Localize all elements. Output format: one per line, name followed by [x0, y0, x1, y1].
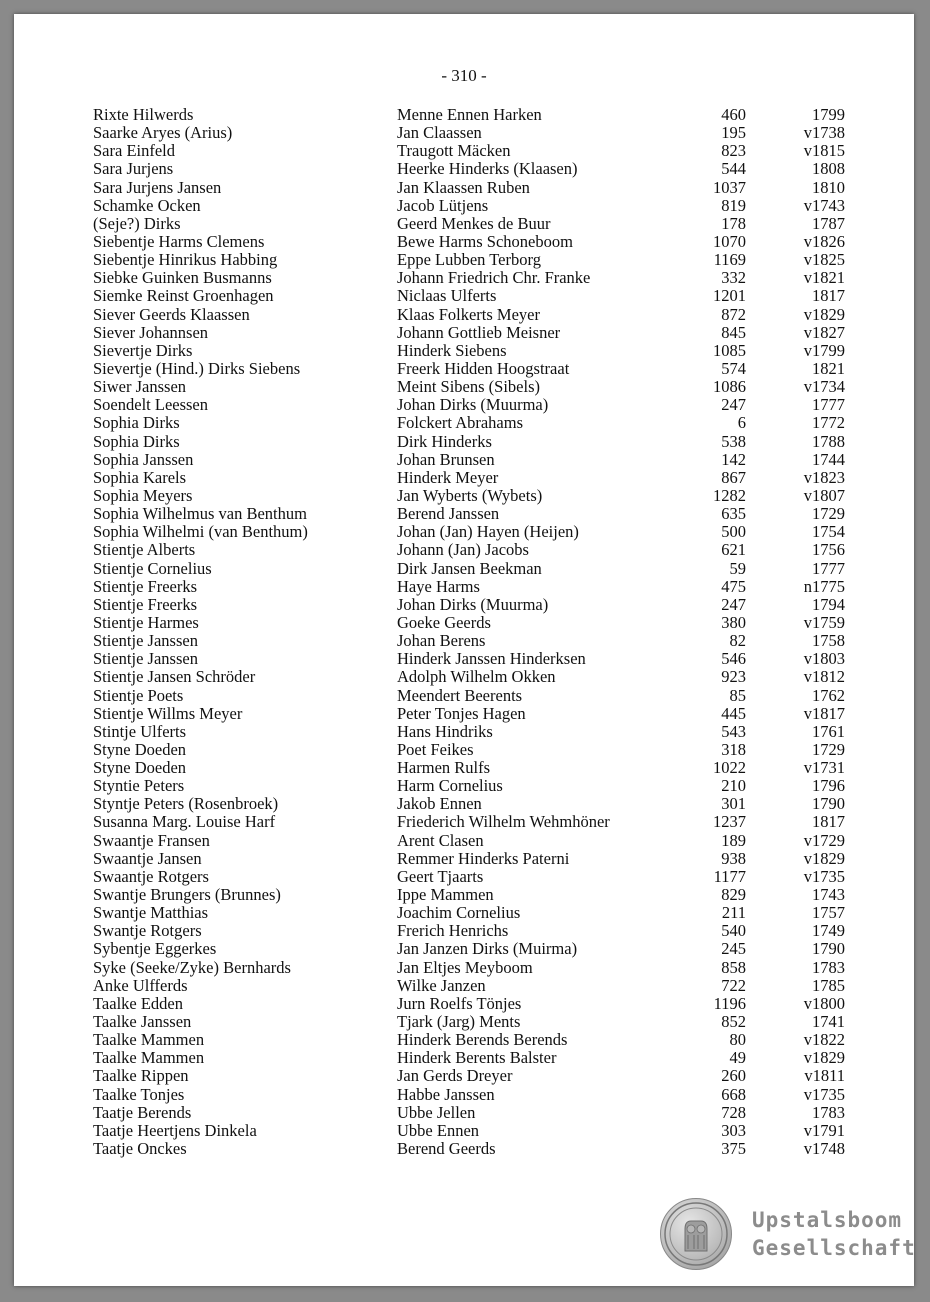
entry-number: 938: [721, 848, 746, 868]
entry-number: 574: [721, 358, 746, 378]
upstalsboom-logo: [660, 1198, 916, 1270]
year-value: v1759: [803, 612, 845, 632]
spouse-name: Freerk Hidden Hoogstraat: [397, 358, 570, 378]
entry-number: 500: [721, 522, 746, 542]
table-row: [14, 705, 914, 723]
entry-number: 1282: [713, 485, 746, 505]
entry-number: 1201: [713, 286, 746, 306]
entry-number: 245: [721, 939, 746, 959]
year-value: 1790: [812, 794, 845, 814]
spouse-name: Traugott Mäcken: [397, 141, 511, 161]
year-value: n1775: [803, 576, 845, 596]
spouse-name: Goeke Geerds: [397, 612, 491, 632]
table-row: [14, 904, 914, 922]
year-value: 1808: [812, 159, 845, 179]
spouse-name: Hinderk Berents Balster: [397, 1048, 557, 1068]
spouse-name: Adolph Wilhelm Okken: [397, 667, 556, 687]
person-name: Sophia Wilhelmus van Benthum: [93, 504, 307, 524]
entry-number: 445: [721, 703, 746, 723]
year-value: v1729: [803, 830, 845, 850]
entry-number: 544: [721, 159, 746, 179]
year-value: 1777: [812, 558, 845, 578]
table-row: [14, 251, 914, 269]
table-row: [14, 233, 914, 251]
table-row: [14, 469, 914, 487]
person-name: Sybentje Eggerkes: [93, 939, 217, 959]
spouse-name: Harm Cornelius: [397, 776, 503, 796]
table-row: [14, 487, 914, 505]
spouse-name: Remmer Hinderks Paterni: [397, 848, 570, 868]
person-name: Sophia Karels: [93, 467, 187, 487]
person-name: Siemke Reinst Groenhagen: [93, 286, 274, 306]
spouse-name: Friederich Wilhelm Wehmhöner: [397, 812, 610, 832]
person-name: Taatje Heertjens Dinkela: [93, 1120, 257, 1140]
table-row: [14, 886, 914, 904]
person-name: Sievertje Dirks: [93, 340, 193, 360]
entry-number: 823: [721, 141, 746, 161]
entry-number: 1037: [713, 177, 746, 197]
entry-number: 380: [721, 612, 746, 632]
spouse-name: Geerd Menkes de Buur: [397, 213, 551, 233]
table-row: [14, 142, 914, 160]
table-row: [14, 723, 914, 741]
year-value: v1738: [803, 123, 845, 143]
year-value: v1812: [803, 667, 845, 687]
person-name: Anke Ulfferds: [93, 975, 188, 995]
person-name: Swaantje Rotgers: [93, 866, 209, 886]
entry-number: 858: [721, 957, 746, 977]
spouse-name: Hinderk Meyer: [397, 467, 499, 487]
year-value: 1810: [812, 177, 845, 197]
table-row: [14, 650, 914, 668]
table-row: [14, 179, 914, 197]
table-row: [14, 578, 914, 596]
year-value: 1756: [812, 540, 845, 560]
table-row: [14, 378, 914, 396]
year-value: v1817: [803, 703, 845, 723]
year-value: v1829: [803, 1048, 845, 1068]
spouse-name: Johann Gottlieb Meisner: [397, 322, 561, 342]
spouse-name: Berend Geerds: [397, 1139, 496, 1159]
entry-number: 59: [729, 558, 746, 578]
spouse-name: Meint Sibens (Sibels): [397, 377, 540, 397]
person-name: Siebke Guinken Busmanns: [93, 268, 272, 288]
person-name: Stientje Alberts: [93, 540, 196, 560]
table-row: [14, 1122, 914, 1140]
spouse-name: Menne Ennen Harken: [397, 105, 542, 124]
spouse-name: Wilke Janzen: [397, 975, 486, 995]
entry-number: 195: [721, 123, 746, 143]
spouse-name: Hinderk Berends Berends: [397, 1030, 568, 1050]
spouse-name: Jan Janzen Dirks (Muirma): [397, 939, 578, 959]
entry-number: 1169: [713, 250, 746, 270]
spouse-name: Johan (Jan) Hayen (Heijen): [397, 522, 579, 542]
spouse-name: Jan Klaassen Ruben: [397, 177, 530, 197]
table-row: [14, 106, 914, 124]
year-value: v1821: [803, 268, 845, 288]
year-value: v1827: [803, 322, 845, 342]
person-name: Sophia Janssen: [93, 449, 194, 469]
table-row: [14, 269, 914, 287]
year-value: 1741: [812, 1012, 845, 1032]
table-row: [14, 741, 914, 759]
spouse-name: Jacob Lütjens: [397, 195, 489, 215]
table-row: [14, 433, 914, 451]
entry-number: 621: [721, 540, 746, 560]
person-name: (Seje?) Dirks: [93, 213, 181, 233]
entry-number: 1177: [713, 866, 746, 886]
year-value: 1761: [812, 721, 845, 741]
year-value: v1800: [803, 993, 845, 1013]
table-row: [14, 523, 914, 541]
entry-number: 1237: [713, 812, 746, 832]
spouse-name: Bewe Harms Schoneboom: [397, 231, 573, 251]
entry-number: 85: [729, 685, 746, 705]
spouse-name: Jan Wyberts (Wybets): [397, 485, 543, 505]
table-row: [14, 324, 914, 342]
entry-number: 852: [721, 1012, 746, 1032]
spouse-name: Jan Eltjes Meyboom: [397, 957, 533, 977]
spouse-name: Dirk Hinderks: [397, 431, 492, 451]
entry-number: 247: [721, 594, 746, 614]
spouse-name: Johan Brunsen: [397, 449, 495, 469]
person-name: Schamke Ocken: [93, 195, 201, 215]
year-value: 1817: [812, 286, 845, 306]
person-name: Stientje Freerks: [93, 576, 198, 596]
table-row: [14, 396, 914, 414]
person-name: Stientje Poets: [93, 685, 184, 705]
person-name: Stientje Harmes: [93, 612, 199, 632]
entry-number: 318: [721, 739, 746, 759]
spouse-name: Tjark (Jarg) Ments: [397, 1012, 521, 1032]
person-name: Stientje Cornelius: [93, 558, 212, 578]
spouse-name: Johann Friedrich Chr. Franke: [397, 268, 591, 288]
spouse-name: Hinderk Siebens: [397, 340, 507, 360]
year-value: v1731: [803, 758, 845, 778]
year-value: v1803: [803, 649, 845, 669]
person-name: Styne Doeden: [93, 739, 187, 759]
spouse-name: Frerich Henrichs: [397, 921, 509, 941]
marriage-register-list: [14, 106, 914, 1158]
entry-number: 1070: [713, 231, 746, 251]
year-value: 1757: [812, 903, 845, 923]
person-name: Taalke Rippen: [93, 1066, 189, 1086]
year-value: 1758: [812, 631, 845, 651]
table-row: [14, 813, 914, 831]
year-value: v1735: [803, 1084, 845, 1104]
entry-number: 189: [721, 830, 746, 850]
person-name: Siever Geerds Klaassen: [93, 304, 250, 324]
spouse-name: Eppe Lubben Terborg: [397, 250, 541, 270]
entry-number: 538: [721, 431, 746, 451]
person-name: Taalke Tonjes: [93, 1084, 185, 1104]
spouse-name: Harmen Rulfs: [397, 758, 491, 778]
table-row: [14, 614, 914, 632]
person-name: Siebentje Hinrikus Habbing: [93, 250, 278, 270]
entry-number: 1086: [713, 377, 746, 397]
person-name: Styntie Peters: [93, 776, 185, 796]
person-name: Siever Johannsen: [93, 322, 209, 342]
year-value: v1807: [803, 485, 845, 505]
entry-number: 1085: [713, 340, 746, 360]
year-value: 1783: [812, 957, 845, 977]
year-value: v1791: [803, 1120, 845, 1140]
entry-number: 178: [721, 213, 746, 233]
person-name: Rixte Hilwerds: [93, 105, 194, 124]
spouse-name: Jan Gerds Dreyer: [397, 1066, 513, 1086]
spouse-name: Jakob Ennen: [397, 794, 482, 814]
table-row: [14, 124, 914, 142]
table-row: [14, 414, 914, 432]
entry-number: 872: [721, 304, 746, 324]
person-name: Swaantje Jansen: [93, 848, 202, 868]
person-name: Swantje Brungers (Brunnes): [93, 885, 281, 905]
person-name: Soendelt Leessen: [93, 395, 209, 415]
year-value: 1743: [812, 885, 845, 905]
entry-number: 260: [721, 1066, 746, 1086]
table-row: [14, 1104, 914, 1122]
spouse-name: Jurn Roelfs Tönjes: [397, 993, 522, 1013]
person-name: Stientje Janssen: [93, 649, 198, 669]
person-name: Stientje Jansen Schröder: [93, 667, 256, 687]
spouse-name: Johan Dirks (Muurma): [397, 395, 549, 415]
person-name: Sophia Wilhelmi (van Benthum): [93, 522, 308, 542]
table-row: [14, 596, 914, 614]
table-row: [14, 1049, 914, 1067]
table-row: [14, 795, 914, 813]
person-name: Sara Jurjens: [93, 159, 174, 179]
year-value: v1734: [803, 377, 845, 397]
table-row: [14, 1086, 914, 1104]
entry-number: 301: [721, 794, 746, 814]
entry-number: 210: [721, 776, 746, 796]
spouse-name: Heerke Hinderks (Klaasen): [397, 159, 578, 179]
year-value: 1772: [812, 413, 845, 433]
spouse-name: Ubbe Ennen: [397, 1120, 480, 1140]
table-row: [14, 451, 914, 469]
year-value: 1754: [812, 522, 845, 542]
person-name: Sara Einfeld: [93, 141, 176, 161]
entry-number: 546: [721, 649, 746, 669]
table-row: [14, 777, 914, 795]
year-value: 1777: [812, 395, 845, 415]
year-value: v1829: [803, 304, 845, 324]
spouse-name: Ippe Mammen: [397, 885, 494, 905]
spouse-name: Poet Feikes: [397, 739, 474, 759]
person-name: Saarke Aryes (Arius): [93, 123, 233, 143]
entry-number: 819: [721, 195, 746, 215]
year-value: v1815: [803, 141, 845, 161]
table-row: [14, 306, 914, 324]
table-row: [14, 1031, 914, 1049]
year-value: 1817: [812, 812, 845, 832]
year-value: 1783: [812, 1102, 845, 1122]
entry-number: 142: [721, 449, 746, 469]
person-name: Sophia Dirks: [93, 413, 180, 433]
entry-number: 475: [721, 576, 746, 596]
brand-line-1: Upstalsboom: [752, 1208, 903, 1232]
table-row: [14, 687, 914, 705]
person-name: Susanna Marg. Louise Harf: [93, 812, 276, 832]
person-name: Taatje Onckes: [93, 1139, 187, 1159]
person-name: Syke (Seeke/Zyke) Bernhards: [93, 957, 291, 977]
entry-number: 303: [721, 1120, 746, 1140]
table-row: [14, 832, 914, 850]
year-value: 1788: [812, 431, 845, 451]
person-name: Swantje Matthias: [93, 903, 209, 923]
entry-number: 1196: [713, 993, 746, 1013]
entry-number: 867: [721, 467, 746, 487]
year-value: v1825: [803, 250, 845, 270]
table-row: [14, 541, 914, 559]
year-value: v1823: [803, 467, 845, 487]
spouse-name: Hinderk Janssen Hinderksen: [397, 649, 586, 669]
year-value: v1735: [803, 866, 845, 886]
table-row: [14, 1013, 914, 1031]
year-value: v1799: [803, 340, 845, 360]
person-name: Stientje Janssen: [93, 631, 198, 651]
year-value: 1729: [812, 739, 845, 759]
spouse-name: Folckert Abrahams: [397, 413, 524, 433]
year-value: 1790: [812, 939, 845, 959]
entry-number: 923: [721, 667, 746, 687]
table-row: [14, 215, 914, 233]
table-row: [14, 850, 914, 868]
table-row: [14, 868, 914, 886]
spouse-name: Jan Claassen: [397, 123, 482, 143]
entry-number: 6: [737, 413, 746, 433]
table-row: [14, 922, 914, 940]
table-row: [14, 505, 914, 523]
entry-number: 211: [721, 903, 746, 923]
entry-number: 1022: [713, 758, 746, 778]
year-value: v1822: [803, 1030, 845, 1050]
person-name: Taalke Janssen: [93, 1012, 192, 1032]
year-value: 1785: [812, 975, 845, 995]
person-name: Siebentje Harms Clemens: [93, 231, 265, 251]
entry-number: 829: [721, 885, 746, 905]
year-value: v1826: [803, 231, 845, 251]
spouse-name: Dirk Jansen Beekman: [397, 558, 542, 578]
person-name: Styntje Peters (Rosenbroek): [93, 794, 279, 814]
person-name: Swaantje Fransen: [93, 830, 210, 850]
spouse-name: Johann (Jan) Jacobs: [397, 540, 529, 560]
entry-number: 668: [721, 1084, 746, 1104]
table-row: [14, 940, 914, 958]
person-name: Stientje Freerks: [93, 594, 198, 614]
document-page: [14, 14, 914, 1286]
person-name: Sophia Dirks: [93, 431, 180, 451]
person-name: Swantje Rotgers: [93, 921, 202, 941]
person-name: Sievertje (Hind.) Dirks Siebens: [93, 358, 301, 378]
spouse-name: Ubbe Jellen: [397, 1102, 476, 1122]
spouse-name: Johan Dirks (Muurma): [397, 594, 549, 614]
year-value: v1829: [803, 848, 845, 868]
entry-number: 247: [721, 395, 746, 415]
entry-number: 728: [721, 1102, 746, 1122]
year-value: v1811: [804, 1066, 845, 1086]
spouse-name: Joachim Cornelius: [397, 903, 521, 923]
entry-number: 80: [729, 1030, 746, 1050]
spouse-name: Habbe Janssen: [397, 1084, 495, 1104]
table-row: [14, 995, 914, 1013]
spouse-name: Arent Clasen: [397, 830, 484, 850]
year-value: 1794: [812, 594, 845, 614]
year-value: 1744: [812, 449, 845, 469]
year-value: 1762: [812, 685, 845, 705]
year-value: v1743: [803, 195, 845, 215]
spouse-name: Geert Tjaarts: [397, 866, 484, 886]
spouse-name: Meendert Beerents: [397, 685, 523, 705]
spouse-name: Klaas Folkerts Meyer: [397, 304, 540, 324]
person-name: Stientje Willms Meyer: [93, 703, 243, 723]
table-row: [14, 1140, 914, 1158]
entry-number: 635: [721, 504, 746, 524]
entry-number: 332: [721, 268, 746, 288]
spouse-name: Niclaas Ulferts: [397, 286, 497, 306]
entry-number: 722: [721, 975, 746, 995]
entry-number: 375: [721, 1139, 746, 1159]
page-number: - 310 -: [441, 66, 487, 85]
table-row: [14, 668, 914, 686]
spouse-name: Berend Janssen: [397, 504, 500, 524]
year-value: v1748: [803, 1139, 845, 1159]
table-row: [14, 342, 914, 360]
year-value: 1821: [812, 358, 845, 378]
person-name: Siwer Janssen: [93, 377, 187, 397]
person-name: Sophia Meyers: [93, 485, 193, 505]
year-value: 1799: [812, 105, 845, 124]
seal-icon: [660, 1198, 732, 1270]
entry-number: 543: [721, 721, 746, 741]
year-value: 1729: [812, 504, 845, 524]
person-name: Taalke Edden: [93, 993, 184, 1013]
entry-number: 49: [729, 1048, 746, 1068]
entry-number: 845: [721, 322, 746, 342]
table-row: [14, 959, 914, 977]
table-row: [14, 1067, 914, 1085]
year-value: 1749: [812, 921, 845, 941]
person-name: Styne Doeden: [93, 758, 187, 778]
table-row: [14, 977, 914, 995]
person-name: Stintje Ulferts: [93, 721, 187, 741]
brand-line-2: Gesellschaft: [752, 1236, 916, 1260]
person-name: Taalke Mammen: [93, 1048, 205, 1068]
table-row: [14, 197, 914, 215]
spouse-name: Hans Hindriks: [397, 721, 493, 741]
table-row: [14, 160, 914, 178]
year-value: 1796: [812, 776, 845, 796]
table-row: [14, 759, 914, 777]
spouse-name: Haye Harms: [397, 576, 480, 596]
entry-number: 82: [729, 631, 746, 651]
table-row: [14, 360, 914, 378]
table-row: [14, 560, 914, 578]
spouse-name: Johan Berens: [397, 631, 486, 651]
person-name: Taalke Mammen: [93, 1030, 205, 1050]
person-name: Sara Jurjens Jansen: [93, 177, 222, 197]
year-value: 1787: [812, 213, 845, 233]
table-row: [14, 632, 914, 650]
table-row: [14, 287, 914, 305]
entry-number: 540: [721, 921, 746, 941]
spouse-name: Peter Tonjes Hagen: [397, 703, 526, 723]
entry-number: 460: [721, 105, 746, 124]
person-name: Taatje Berends: [93, 1102, 192, 1122]
